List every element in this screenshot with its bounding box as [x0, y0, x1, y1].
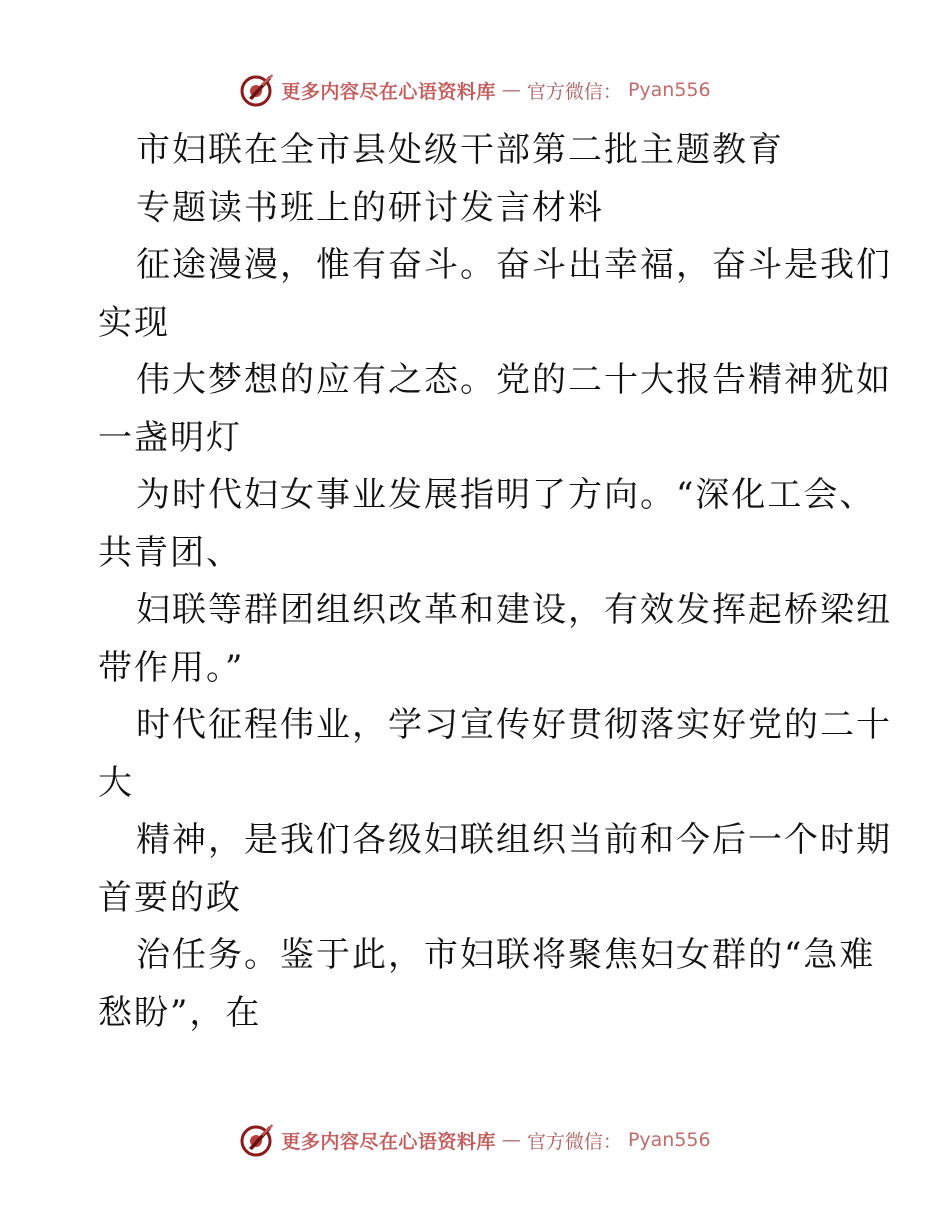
- paragraph-line: 妇联等群团组织改革和建设，有效发挥起桥梁纽: [136, 590, 892, 630]
- paragraph-line: 为时代妇女事业发展指明了方向。“深化工会、: [136, 475, 876, 515]
- banner-dash: —: [501, 79, 521, 101]
- footer-banner: [0, 1120, 950, 1160]
- paragraph-line: 实现: [98, 302, 170, 343]
- footer-banner-content: [239, 1122, 710, 1158]
- document-title-line-1: 市妇联在全市县处级干部第二批主题教育: [136, 130, 784, 170]
- paragraph-line: 伟大梦想的应有之态。党的二十大报告精神犹如: [136, 360, 892, 400]
- site-promo-text: 更多内容尽在心语资料库: [281, 80, 496, 103]
- paragraph-line: 征途漫漫，惟有奋斗。奋斗出幸福，奋斗是我们: [136, 245, 892, 285]
- paragraph-line: 共青团、: [98, 532, 242, 573]
- wechat-id: Pyan556: [627, 79, 711, 101]
- paragraph-line: 首要的政: [98, 877, 242, 918]
- paragraph-line: 带作用。”: [98, 647, 245, 688]
- document-title-line-2: 专题读书班上的研讨发言材料: [136, 187, 604, 228]
- paragraph-line: 精神，是我们各级妇联组织当前和今后一个时期: [136, 820, 892, 860]
- quill-pen-logo-icon: [239, 72, 275, 108]
- wechat-id: Pyan556: [627, 1129, 711, 1151]
- document-body: [98, 122, 892, 1042]
- quill-pen-logo-icon: [239, 1122, 275, 1158]
- paragraph-line: 时代征程伟业，学习宣传好贯彻落实好党的二十: [136, 705, 892, 745]
- paragraph-line: 一盏明灯: [98, 417, 242, 458]
- paragraph-line: 愁盼”，在: [98, 992, 262, 1033]
- header-banner-content: [239, 72, 710, 108]
- paragraph-line: 治任务。鉴于此，市妇联将聚焦妇女群的“急难: [136, 935, 876, 975]
- banner-dash: —: [501, 1129, 521, 1151]
- paragraph-line: 大: [98, 762, 134, 803]
- wechat-label: 官方微信：: [526, 1130, 622, 1153]
- header-banner: [0, 70, 950, 110]
- site-promo-text: 更多内容尽在心语资料库: [281, 1130, 496, 1153]
- wechat-label: 官方微信：: [526, 80, 622, 103]
